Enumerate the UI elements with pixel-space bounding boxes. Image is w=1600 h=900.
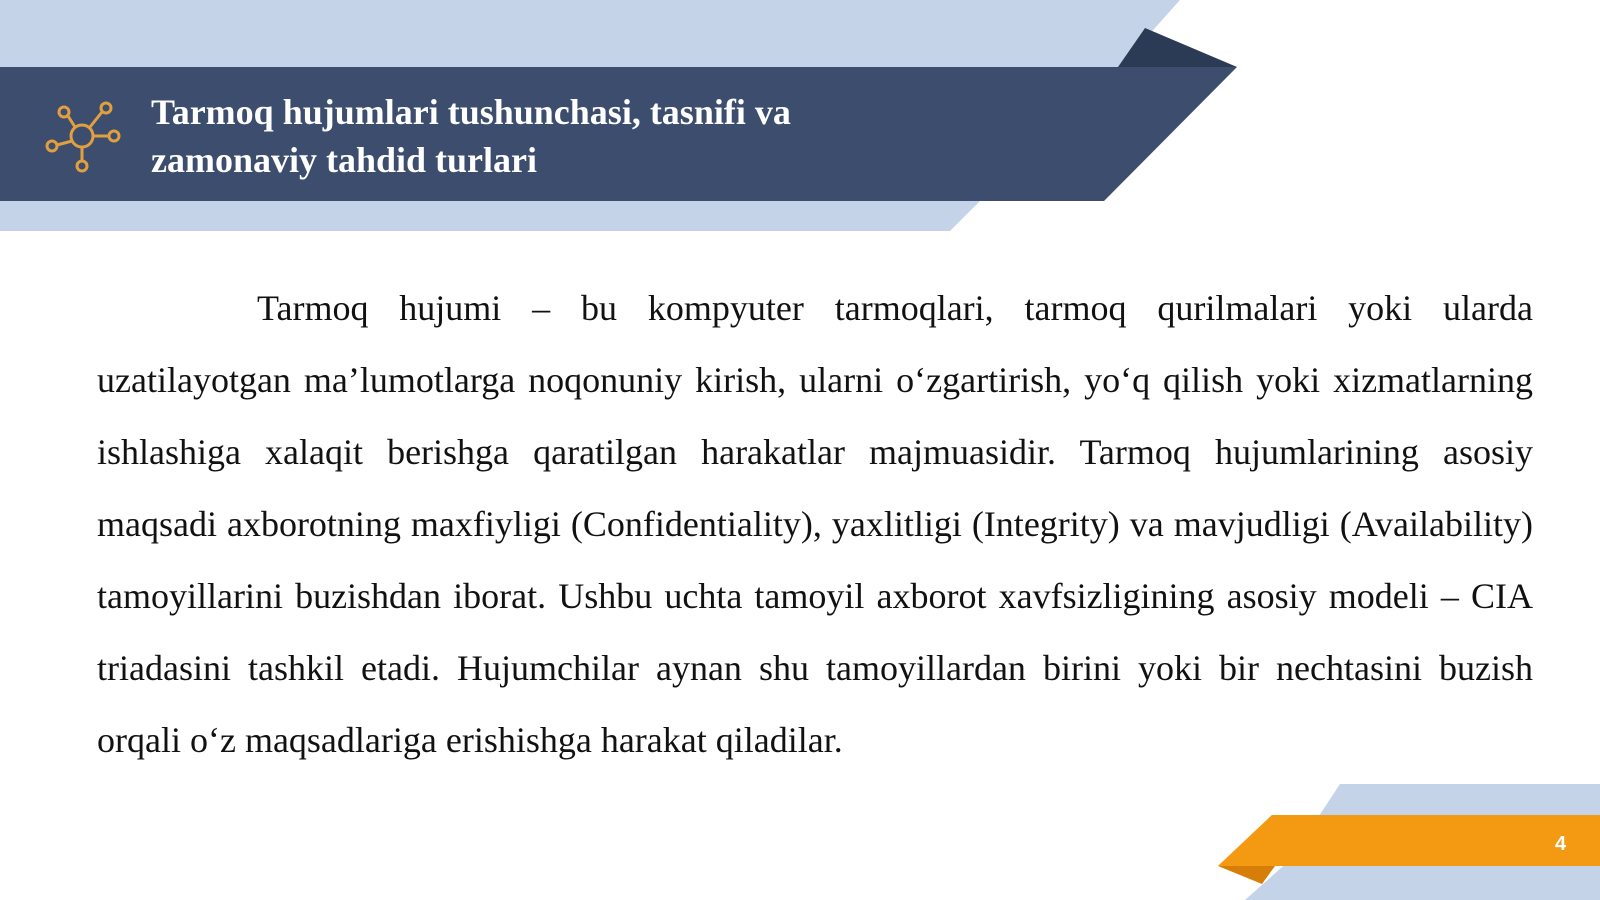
orange-band (1218, 815, 1600, 866)
slide-title (151, 88, 1051, 184)
page-number: 4 (1555, 833, 1567, 855)
orange-band-tip (1218, 815, 1275, 866)
slide-title-line-1: Tarmoq hujumlari tushunchasi, tasnifi va (151, 92, 791, 132)
slide-title-line-2: zamonaviy tahdid turlari (151, 140, 538, 180)
under-header-light-band (0, 201, 980, 231)
top-light-band (0, 0, 1180, 67)
network-hub-icon (40, 96, 124, 176)
slide-body-text: Tarmoq hujumi – bu kompyuter tarmoqlari, tarmoq qurilmalari yoki ularda uzatilayotgan ma’lumotlarga noqonuniy kirish, ularni o‘zgartirish, yo‘q qilish yoki xizmatlarning ishlashiga xalaqit berishga qaratilgan harakatlar majmuasidir. Tarmoq hujumlarining asosiy maqsadi axborotning maxfiyligi (Confidentiality), yaxlitligi (Integrity) va mavjudligi (Availability) tamoyillarini buzishdan iborat. Ushbu uchta tamoyil axborot xavfsizligining asosiy modeli – CIA triadasini tashkil etadi. Hujumchilar aynan shu tamoyillardan birini yoki bir nechtasini buzish orqali o‘z maqsadlariga erishishga harakat qiladilar. (97, 288, 1533, 760)
